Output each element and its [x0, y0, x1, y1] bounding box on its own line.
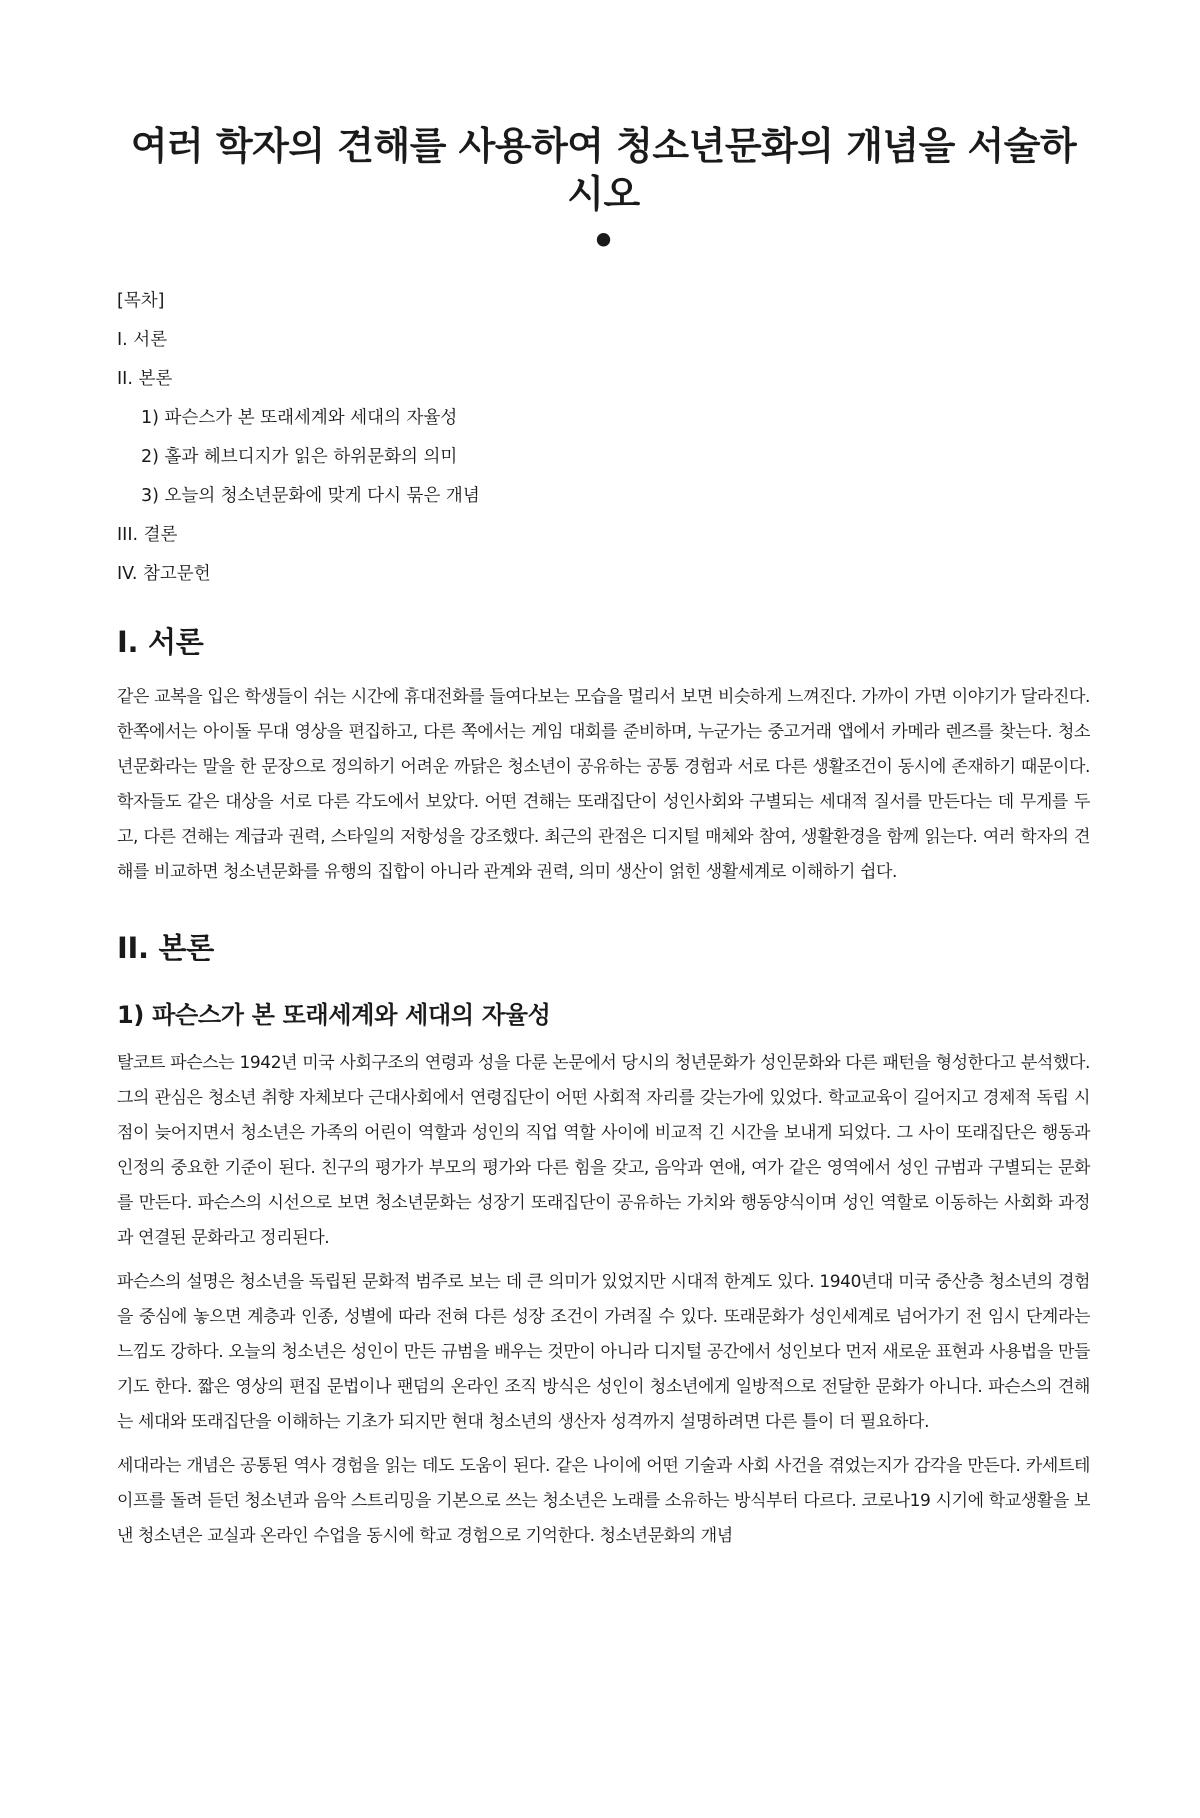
- table-of-contents: [117, 282, 1090, 594]
- document-title: 여러 학자의 견해를 사용하여 청소년문화의 개념을 서술하시오: [130, 124, 1077, 216]
- toc-item-intro: I. 서론: [117, 330, 168, 350]
- section-heading-body: II. 본론: [117, 931, 214, 965]
- toc-item-body-2: 2) 홀과 헤브디지가 읽은 하위문화의 의미: [141, 447, 458, 467]
- section-heading-intro: I. 서론: [117, 625, 204, 659]
- toc-item-body: II. 본론: [117, 369, 173, 389]
- toc-item-body-1: 1) 파슨스가 본 또래세계와 세대의 자율성: [141, 408, 458, 428]
- toc-item-references: IV. 참고문헌: [117, 564, 211, 584]
- subsection-heading-parsons: 1) 파슨스가 본 또래세계와 세대의 자율성: [117, 1001, 551, 1029]
- title-trailing-mark: •: [591, 219, 616, 263]
- body-paragraph: 세대라는 개념은 공통된 역사 경험을 읽는 데도 도움이 된다. 같은 나이에 어떤 기술과 사회 사건을 겪었는지가 감각을 만든다. 카세트테이프를 돌려 듣던 청소년과 음악 스트리밍을 기본으로 쓰는 청소년은 노래를 소유하는 방식부터 다르다. 코로나19 시기에 학교생활을 보낸 청소년은 교실과 온라인 수업을 동시에 학교 경험으로 기억한다. 청소년문화의 개념: [117, 1456, 1090, 1546]
- toc-item-body-3: 3) 오늘의 청소년문화에 맞게 다시 묶은 개념: [141, 486, 480, 506]
- body-paragraph: 탈코트 파슨스는 1942년 미국 사회구조의 연령과 성을 다룬 논문에서 당시의 청년문화가 성인문화와 다른 패턴을 형성한다고 분석했다. 그의 관심은 청소년 취향 자체보다 근대사회에서 연령집단이 어떤 사회적 자리를 갖는가에 있었다. 학교교육이 길어지고 경제적 독립 시점이 늦어지면서 청소년은 가족의 어린이 역할과 성인의 직업 역할 사이에 비교적 긴 시간을 보내게 되었다. 그 사이 또래집단은 행동과 인정의 중요한 기준이 된다. 친구의 평가가 부모의 평가와 다른 힘을 갖고, 음악과 연애, 여가 같은 영역에서 성인 규범과 구별되는 문화를 만든다. 파슨스의 시선으로 보면 청소년문화는 성장기 또래집단이 공유하는 가치와 행동양식이며 성인 역할로 이동하는 사회화 과정과 연결된 문화라고 정리된다.: [117, 1053, 1090, 1248]
- body-paragraph: 파슨스의 설명은 청소년을 독립된 문화적 범주로 보는 데 큰 의미가 있었지만 시대적 한계도 있다. 1940년대 미국 중산층 청소년의 경험을 중심에 놓으면 계층과 인종, 성별에 따라 전혀 다른 성장 조건이 가려질 수 있다. 또래문화가 성인세계로 넘어가기 전 임시 단계라는 느낌도 강하다. 오늘의 청소년은 성인이 만든 규범을 배우는 것만이 아니라 디지털 공간에서 성인보다 먼저 새로운 표현과 사용법을 만들기도 한다. 짧은 영상의 편집 문법이나 팬덤의 온라인 조직 방식은 성인이 청소년에게 일방적으로 전달한 문화가 아니다. 파슨스의 견해는 세대와 또래집단을 이해하는 기초가 되지만 현대 청소년의 생산자 성격까지 설명하려면 다른 틀이 더 필요하다.: [117, 1272, 1090, 1432]
- toc-item-conclusion: III. 결론: [117, 525, 178, 545]
- document-page: [0, 122, 1200, 1818]
- intro-paragraph: 같은 교복을 입은 학생들이 쉬는 시간에 휴대전화를 들여다보는 모습을 멀리서 보면 비슷하게 느껴진다. 가까이 가면 이야기가 달라진다. 한쪽에서는 아이돌 무대 영상을 편집하고, 다른 쪽에서는 게임 대회를 준비하며, 누군가는 중고거래 앱에서 카메라 렌즈를 찾는다. 청소년문화라는 말을 한 문장으로 정의하기 어려운 까닭은 청소년이 공유하는 공통 경험과 서로 다른 생활조건이 동시에 존재하기 때문이다. 학자들도 같은 대상을 서로 다른 각도에서 보았다. 어떤 견해는 또래집단이 성인사회와 구별되는 세대적 질서를 만든다는 데 무게를 두고, 다른 견해는 계급과 권력, 스타일의 저항성을 강조했다. 최근의 관점은 디지털 매체와 참여, 생활환경을 함께 읽는다. 여러 학자의 견해를 비교하면 청소년문화를 유행의 집합이 아니라 관계와 권력, 의미 생산이 얽힌 생활세계로 이해하기 쉽다.: [117, 687, 1090, 882]
- toc-heading: [목차]: [117, 291, 165, 311]
